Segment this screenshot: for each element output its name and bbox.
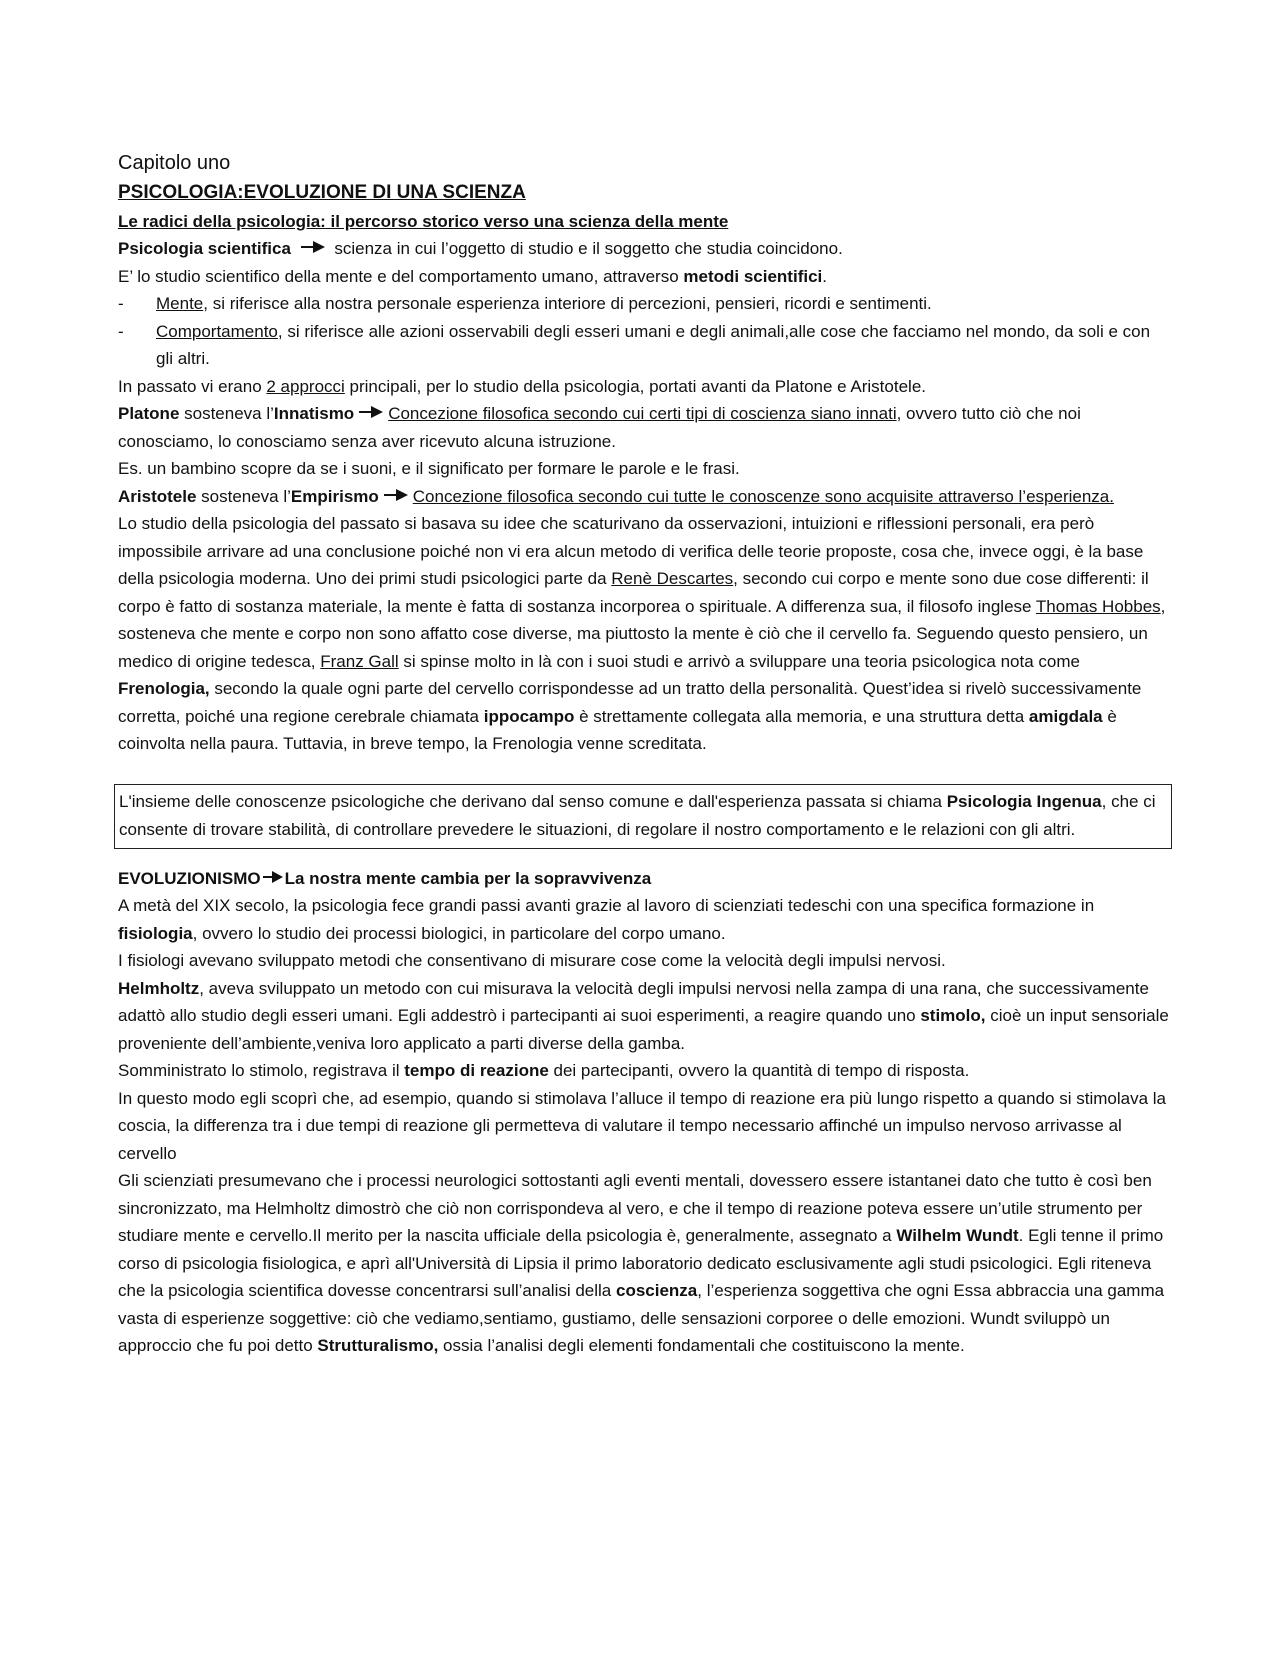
list-item [118, 290, 1170, 318]
evoluzionismo-paragraph-4 [118, 1057, 1170, 1085]
evo-text: ossia l’analisi degli elementi fondamentali che costituiscono la mente. [438, 1336, 965, 1355]
arrow-right-icon [383, 483, 409, 511]
aristotele-verb: sosteneva l’ [196, 486, 291, 506]
term-strutturalismo: Strutturalismo, [317, 1336, 439, 1355]
evo-text: , l’esperienza soggettiva che ogni Essa abbraccia una gamma vasta di esperienze soggettive: ciò che vediamo,sentiamo, gustiamo, delle sensazioni corporee o delle emozioni. Wundt sviluppò un approccio che fu poi detto [118, 1281, 1165, 1355]
definition-empirismo: Concezione filosofica secondo cui tutte le conoscenze sono acquisite attraverso l’esperienza. [412, 486, 1114, 506]
list-item [118, 318, 1170, 373]
evo-text: . Egli tenne il primo corso di psicologia fisiologica, e aprì all'Università di Lipsia il primo laboratorio dedicato esclusivamente agli studi psicologici. Egli riteneva che la psicologia scientifica dovesse concentrarsi sull’analisi della [118, 1226, 1164, 1300]
name-helmholtz: Helmholtz [118, 978, 200, 998]
storia-text: secondo la quale ogni parte del cervello corrispondesse ad un tratto della personalità. Quest’idea si rivelò successivamente corretta, poiché una regione cerebrale chiamata [118, 679, 1142, 726]
approcci-text-end: principali, per lo studio della psicologia, portati avanti da Platone e Aristotele. [344, 376, 926, 396]
esempio-line: Es. un bambino scopre da se i suoni, e il significato per formare le parole e le frasi. [118, 459, 740, 478]
evoluzionismo-heading [118, 865, 1170, 893]
evoluzionismo-subtitle: La nostra mente cambia per la sopravvivenza [284, 868, 652, 888]
section-title: Le radici della psicologia: il percorso storico verso una scienza della mente [118, 212, 729, 231]
term-empirismo: Empirismo [290, 486, 379, 506]
evo-text: cioè un input sensoriale proveniente dell’ambiente,veniva loro applicato a parti diverse della gamba. [118, 1006, 1169, 1053]
psicologia-ingenua-box [114, 784, 1172, 849]
term-2-approcci: 2 approcci [266, 376, 345, 396]
storia-text: è strettamente collegata alla memoria, e una struttura detta [574, 706, 1029, 726]
term-frenologia: Frenologia, [118, 679, 210, 698]
term-amigdala: amigdala [1028, 706, 1103, 726]
name-hobbes: Thomas Hobbes [1035, 596, 1161, 616]
storia-text: è coinvolta nella paura. Tuttavia, in breve tempo, la Frenologia venne screditata. [118, 706, 1117, 753]
aristotele-paragraph [118, 483, 1170, 511]
name-platone: Platone [118, 404, 180, 423]
box-text-end: , che ci consente di trovare stabilità, di controllare prevedere le situazioni, di regolare il nostro comportamento e le relazioni con gli altri. [119, 791, 1156, 839]
term-psicologia-scientifica: Psicologia scientifica [118, 239, 291, 258]
term-comportamento: Comportamento [156, 321, 278, 341]
name-wundt: Wilhelm Wundt [896, 1226, 1019, 1245]
evoluzionismo-paragraph-3 [118, 975, 1170, 1058]
term-innatismo: Innatismo [273, 404, 355, 423]
study-definition-line [118, 263, 1170, 291]
definition-psicologia-scientifica: scienza in cui l’oggetto di studio e il soggetto che studia coincidono. [334, 239, 843, 258]
term-stimolo: stimolo, [920, 1006, 986, 1025]
evoluzionismo-paragraph-1 [118, 892, 1170, 947]
psicologia-scientifica-line [118, 235, 1170, 263]
storia-text: , sosteneva che mente e corpo non sono affatto cose diverse, ma piuttosto la mente è ciò che il cervello fa. Seguendo questo pensiero, un medico di origine tedesca, [118, 596, 1166, 671]
name-aristotele: Aristotele [118, 486, 197, 506]
box-text: L'insieme delle conoscenze psicologiche che derivano dal senso comune e dall'esperienza passata si chiama [119, 791, 947, 811]
approcci-text: In passato vi erano [118, 376, 267, 396]
evo-text: A metà del XIX secolo, la psicologia fece grandi passi avanti grazie al lavoro di scienziati tedeschi con una specifica formazione in [118, 896, 1095, 915]
evoluzionismo-title: EVOLUZIONISMO [118, 868, 261, 888]
platone-rest: , ovvero tutto ciò che noi conosciamo, lo conosciamo senza aver ricevuto alcuna istruzione. [118, 404, 1081, 451]
arrow-right-icon [300, 235, 326, 263]
name-descartes: Renè Descartes [611, 569, 734, 588]
evo-text: Somministrato lo stimolo, registrava il [118, 1061, 405, 1080]
approcci-line [118, 373, 1170, 401]
evo-text: , aveva sviluppato un metodo con cui misurava la velocità degli impulsi nervosi nella zampa di una rana, che successivamente adattò allo studio degli esseri umani. Egli addestrò i partecipanti ai suoi esperimenti, a reagire quando uno [118, 978, 1149, 1025]
term-psicologia-ingenua: Psicologia Ingenua [946, 791, 1102, 811]
storia-text: , secondo cui corpo e mente sono due cose differenti: il corpo è fatto di sostanza materiale, la mente è fatta di sostanza incorporea o spirituale. A differenza sua, il filosofo inglese [118, 569, 1149, 616]
term-metodi-scientifici: metodi scientifici [683, 266, 823, 286]
list-dash: - [118, 321, 124, 341]
arrow-right-icon [262, 865, 284, 893]
platone-paragraph [118, 400, 1170, 455]
name-gall: Franz Gall [320, 651, 399, 671]
comportamento-text: , si riferisce alle azioni osservabili degli esseri umani e degli animali,alle cose che facciamo nel mondo, da soli e con gli altri. [156, 321, 1151, 368]
evoluzionismo-paragraph-2: I fisiologi avevano sviluppato metodi che consentivano di misurare cose come la velocità degli impulsi nervosi. [118, 951, 946, 970]
study-text: E’ lo studio scientifico della mente e del comportamento umano, attraverso [118, 266, 684, 286]
mente-text: , si riferisce alla nostra personale esperienza interiore di percezioni, pensieri, ricordi e sentimenti. [203, 294, 932, 313]
evo-text: , ovvero lo studio dei processi biologici, in particolare del corpo umano. [192, 923, 726, 943]
document-title: PSICOLOGIA:EVOLUZIONE DI UNA SCIENZA [118, 182, 526, 203]
list-dash: - [118, 294, 124, 313]
storia-text: si spinse molto in là con i suoi studi e arrivò a sviluppare una teoria psicologica nota come [398, 651, 1080, 671]
term-fisiologia: fisiologia [118, 923, 193, 943]
definitions-list [118, 290, 1170, 373]
platone-verb: sosteneva l’ [179, 404, 274, 423]
definition-innatismo: Concezione filosofica secondo cui certi tipi di coscienza siano innati [388, 404, 897, 423]
evoluzionismo-paragraph-6 [118, 1167, 1170, 1360]
evo-text: dei partecipanti, ovvero la quantità di tempo di risposta. [548, 1061, 970, 1080]
term-mente: Mente [156, 294, 204, 313]
evoluzionismo-paragraph-5: In questo modo egli scoprì che, ad esempio, quando si stimolava l’alluce il tempo di reazione era più lungo rispetto a quando si stimolava la coscia, la differenza tra i due tempi di reazione gli permetteva di valutare il tempo necessario affinché un impulso nervoso arrivasse al cervello [118, 1088, 1166, 1163]
study-text-end: . [822, 266, 827, 286]
evo-text: Gli scienziati presumevano che i processi neurologici sottostanti agli eventi mentali, dovessero essere istantanei dato che tutto è così ben sincronizzato, ma Helmholtz dimostrò che ciò non corrispondeva al vero, e che il tempo di reazione poteva essere un’utile strumento per studiare mente e cervello.Il merito per la nascita ufficiale della psicologia è, generalmente, assegnato a [118, 1171, 1152, 1245]
storia-paragraph [118, 510, 1170, 758]
chapter-label: Capitolo uno [118, 152, 231, 174]
term-coscienza: coscienza [615, 1281, 698, 1300]
arrow-right-icon [358, 400, 384, 428]
storia-text: Lo studio della psicologia del passato si basava su idee che scaturivano da osservazioni, intuizioni e riflessioni personali, era però impossibile arrivare ad una conclusione poiché non vi era alcun metodo di verifica delle teorie proposte, cosa che, invece oggi, è la base della psicologia moderna. Uno dei primi studi psicologici parte da [118, 514, 1144, 588]
term-ippocampo: ippocampo [483, 706, 575, 726]
term-tempo-di-reazione: tempo di reazione [404, 1061, 549, 1080]
